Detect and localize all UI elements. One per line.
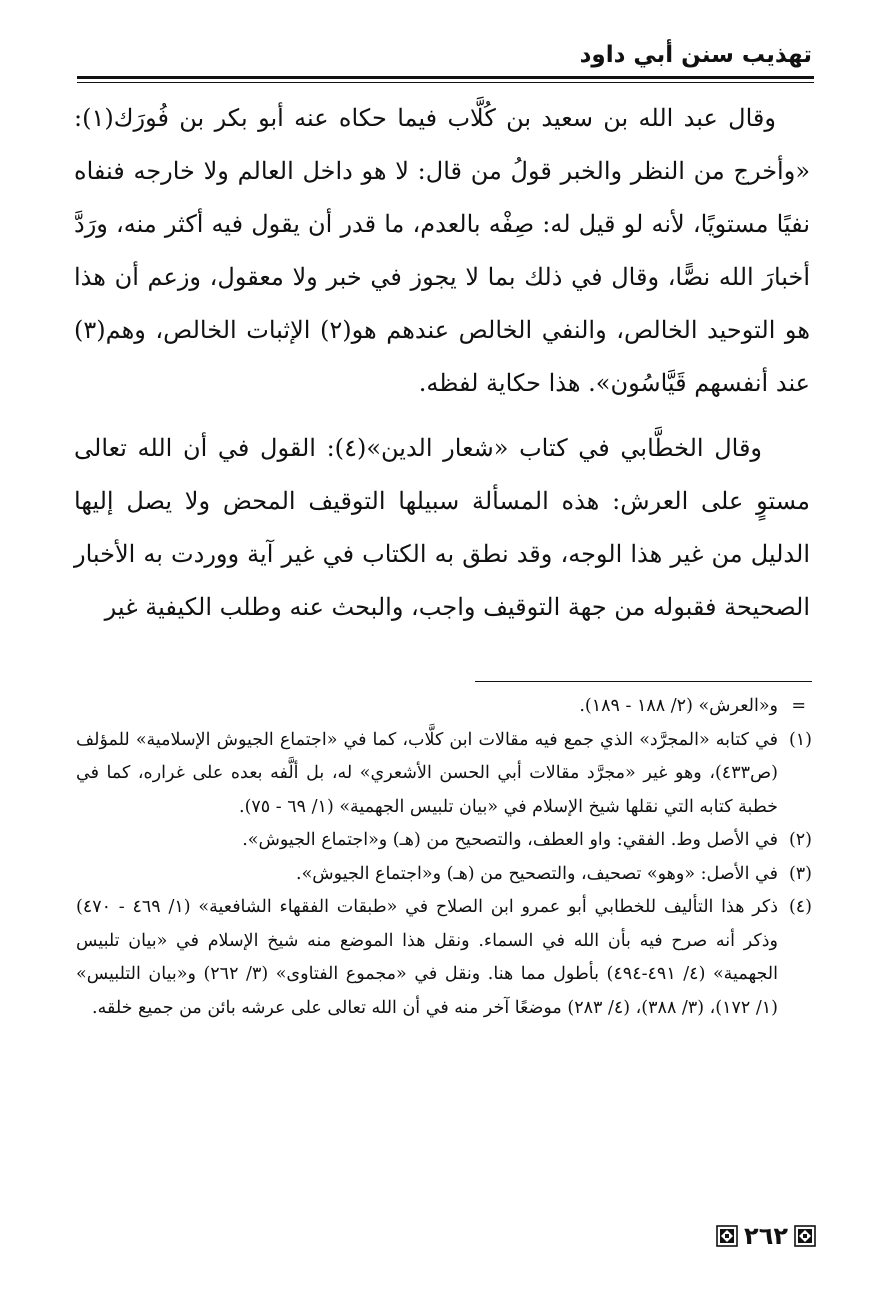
footnotes-section: [76, 690, 812, 1025]
footnote-text: في الأصل: «وهو» تصحيف، والتصحيح من (هـ) و«اجتماع الجيوش».: [296, 863, 778, 884]
header-rule-thick: [77, 76, 814, 79]
footnote-continuation: [76, 690, 812, 724]
footnote-number: (٤): [788, 897, 812, 917]
footnote-number: (٢): [788, 830, 812, 850]
footnote-number: (١): [788, 729, 812, 750]
footnote-text: في كتابه «المجرَّد» الذي جمع فيه مقالات ابن كلَّاب، كما في «اجتماع الجيوش الإسلامية» للمؤلف (ص٤٣٣)، وهو غير «مجرَّد مقالات أبي الحسن الأشعري» له، بل ألَّفه بعده على غراره، كما في خطبة كتابه التي نقلها شيخ الإسلام في «بيان تلبيس الجهمية» (١/ ٦٩ - ٧٥).: [76, 729, 778, 817]
page-number-value: ٢٦٢: [744, 1222, 788, 1250]
footnote-4: [76, 891, 812, 1025]
footnote-separator: [475, 681, 812, 682]
footnote-1: [76, 724, 812, 825]
footnote-2: [76, 824, 812, 858]
ornamental-square-icon: [716, 1225, 738, 1247]
paragraph-khattabi: وقال الخطَّابي في كتاب «شعار الدين»(٤): القول في أن الله تعالى مستوٍ على العرش: هذه المسألة سبيلها التوقيف المحض ولا يصل إليها الدليل من غير هذا الوجه، وقد نطق به الكتاب في غير آية ووردت به الأخبار الصحيحة فقبوله من جهة التوقيف واجب، والبحث عنه وطلب الكيفية غير: [74, 434, 810, 621]
footnote-continuation-marker: =: [791, 696, 806, 716]
header-rule-thin: [77, 82, 814, 83]
page-number: [716, 1222, 816, 1250]
running-header-title: تهذيب سنن أبي داود: [579, 42, 812, 68]
footnote-continuation-text: و«العرش» (٢/ ١٨٨ - ١٨٩).: [579, 696, 778, 716]
footnote-number: (٣): [788, 863, 812, 884]
ornamental-square-icon: [794, 1225, 816, 1247]
footnote-text: ذكر هذا التأليف للخطابي أبو عمرو ابن الصلاح في «طبقات الفقهاء الشافعية» (١/ ٤٦٩ - ٤٧٠) وذكر أنه صرح فيه بأن الله في السماء. ونقل هذا الموضع منه شيخ الإسلام في «بيان تلبيس الجهمية» (٤/ ٤٩١-٤٩٤) بأطول مما هنا. ونقل في «مجموع الفتاوى» (٣/ ٢٦٢) و«بيان التلبيس» (١/ ١٧٢)، (٣/ ٣٨٨)، (٤/ ٢٨٣) موضعًا آخر منه في أن الله تعالى على عرشه بائن من جميع خلقه.: [76, 897, 779, 1018]
paragraph-ibn-kullab: وقال عبد الله بن سعيد بن كُلَّاب فيما حكاه عنه أبو بكر بن فُورَك(١): «وأخرج من النظر والخبر قولُ من قال: لا هو داخل العالم ولا خارجه فنفاه نفيًا مستويًا، لأنه لو قيل له: صِفْه بالعدم، ما قدر أن يقول فيه أكثر منه، ورَدَّ أخبارَ الله نصًّا، وقال في ذلك بما لا يجوز في خبر ولا معقول، وزعم أن هذا هو التوحيد الخالص، والنفي الخالص عندهم هو(٢) الإثبات الخالص، وهم(٣) عند أنفسهم قَيَّاسُون». هذا حكاية لفظه.: [74, 104, 810, 397]
main-text: [74, 92, 810, 634]
footnote-text: في الأصل وط. الفقي: واو العطف، والتصحيح من (هـ) و«اجتماع الجيوش».: [242, 830, 778, 850]
footnote-3: [76, 858, 812, 892]
